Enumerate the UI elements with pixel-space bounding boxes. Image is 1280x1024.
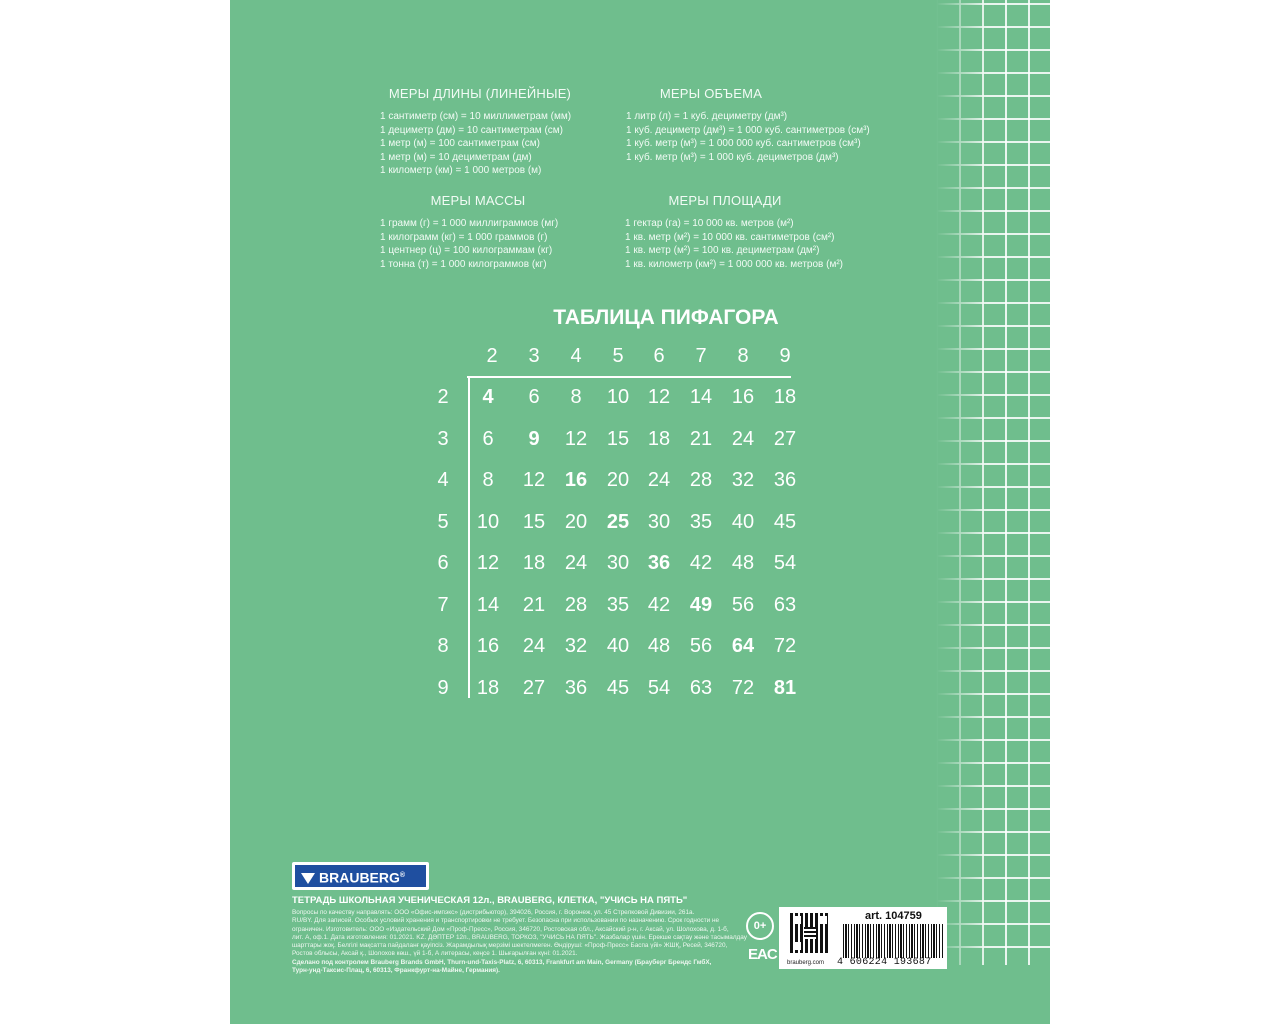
- eac-mark: EAC: [748, 946, 777, 963]
- table-cell: 12: [647, 386, 671, 408]
- row-header: 7: [437, 593, 449, 616]
- table-cell: 42: [689, 552, 713, 574]
- table-row-divider: [468, 378, 470, 698]
- area-measures-title: МЕРЫ ПЛОЩАДИ: [668, 193, 782, 208]
- table-cell: 54: [773, 552, 797, 574]
- table-cell: 16: [476, 635, 500, 657]
- row-header: 4: [437, 469, 449, 491]
- measure-line: 1 куб. дециметр (дм³) = 1 000 куб. сантиметров (см³): [626, 124, 870, 136]
- table-cell: 42: [647, 593, 671, 616]
- row-header: 6: [437, 552, 449, 574]
- area-measures: [625, 193, 885, 271]
- table-cell: 72: [773, 635, 797, 657]
- table-cell: 24: [647, 469, 671, 491]
- table-cell: 54: [647, 676, 671, 699]
- volume-measures: [626, 86, 886, 164]
- table-cell: 72: [731, 676, 755, 699]
- measure-line: 1 гектар (га) = 10 000 кв. метров (м²): [625, 218, 794, 229]
- table-cell-square: 49: [689, 593, 713, 616]
- table-cell: 8: [570, 386, 582, 408]
- measure-line: 1 кв. метр (м²) = 10 000 кв. сантиметров (см²): [625, 231, 835, 243]
- barcode-number: 4 606224 193687: [837, 957, 932, 968]
- column-header: 5: [612, 345, 624, 367]
- table-cell: 14: [689, 386, 713, 408]
- table-cell: 36: [773, 469, 797, 491]
- row-header: 9: [437, 676, 449, 699]
- table-cell: 18: [522, 552, 546, 574]
- measure-line: 1 тонна (т) = 1 000 килограммов (кг): [380, 258, 547, 270]
- table-header-divider: [467, 376, 791, 378]
- table-cell: 20: [606, 469, 630, 491]
- row-header: 5: [437, 510, 449, 533]
- barcode-icon: [843, 924, 943, 958]
- table-cell-square: 16: [564, 469, 588, 491]
- product-title: ТЕТРАДЬ ШКОЛЬНАЯ УЧЕНИЧЕСКАЯ 12л., BRAUBERG, КЛЕТКА, "УЧИСЬ НА ПЯТЬ": [292, 895, 688, 906]
- table-cell: 12: [522, 469, 546, 491]
- row-header: 3: [437, 427, 449, 450]
- measure-line: 1 метр (м) = 100 сантиметрам (см): [380, 138, 541, 150]
- fine-print-line: RU/BY. Для записей. Особых условий хранения и транспортировки не требует. Безопасна при использовании по назначению. Срок годности не: [292, 917, 720, 925]
- table-cell: 18: [647, 427, 671, 450]
- measure-line: 1 сантиметр (см) = 10 миллиметрам (мм): [380, 111, 572, 122]
- fine-print-line: Ростов облысы, Аксай қ., Шолохов көш., үй 1-б, А литерасы, кеңсе 1. Шығарылған күні: 01.2021.: [292, 950, 578, 958]
- table-cell: 35: [606, 593, 630, 616]
- row-header: 2: [437, 386, 449, 408]
- fine-print-line: ограничен. Изготовитель: ООО «Издательский Дом «Проф-Пресс», Россия, 346720, Ростовская обл., Аксайский р-н, г. Аксай, ул. Шолохова, д. 1-б,: [292, 925, 729, 933]
- table-cell: 6: [482, 427, 494, 450]
- table-cell: 63: [689, 676, 713, 699]
- measure-line: 1 дециметр (дм) = 10 сантиметрам (см): [380, 124, 563, 136]
- column-header: 4: [570, 345, 582, 367]
- table-cell-square: 81: [773, 676, 797, 699]
- qr-code-icon: [790, 913, 830, 953]
- mass-measures-title: МЕРЫ МАССЫ: [430, 193, 526, 208]
- table-cell: 63: [773, 593, 797, 616]
- table-cell: 30: [606, 552, 630, 574]
- column-header: 9: [779, 345, 791, 367]
- measure-line: 1 километр (км) = 1 000 метров (м): [380, 165, 542, 177]
- table-cell: 16: [731, 386, 755, 408]
- table-cell-square: 64: [731, 635, 755, 657]
- measure-line: 1 центнер (ц) = 100 килограммам (кг): [380, 245, 553, 257]
- table-cell: 20: [564, 510, 588, 533]
- table-cell: 14: [476, 593, 500, 616]
- table-cell: 12: [476, 552, 500, 574]
- table-cell: 24: [522, 635, 546, 657]
- table-cell: 18: [476, 676, 500, 699]
- notebook-back-cover: [230, 0, 1050, 1024]
- mass-measures: [380, 193, 576, 271]
- table-cell: 15: [522, 510, 546, 533]
- column-header: 6: [653, 345, 665, 367]
- table-cell-square: 4: [482, 386, 494, 408]
- pythagoras-title: ТАБЛИЦА ПИФАГОРА: [553, 306, 779, 329]
- grid-pattern: [936, 0, 1050, 965]
- brand-name: BRAUBERG: [319, 869, 400, 886]
- table-cell: 10: [476, 510, 500, 533]
- column-header: 8: [737, 345, 749, 367]
- length-measures-title: МЕРЫ ДЛИНЫ (ЛИНЕЙНЫЕ): [388, 86, 572, 101]
- table-cell: 48: [647, 635, 671, 657]
- measure-line: 1 кв. километр (км²) = 1 000 000 кв. метров (м²): [625, 258, 843, 270]
- volume-measures-title: МЕРЫ ОБЪЕМА: [659, 86, 763, 101]
- table-cell: 21: [689, 427, 713, 450]
- table-cell-square: 9: [528, 427, 540, 450]
- table-cell: 32: [564, 635, 588, 657]
- brauberg-logo: BRAUBERG®: [292, 862, 429, 890]
- table-cell: 48: [731, 552, 755, 574]
- table-cell: 32: [731, 469, 755, 491]
- table-cell: 40: [731, 510, 755, 533]
- measure-line: 1 килограмм (кг) = 1 000 граммов (г): [380, 231, 548, 243]
- table-cell: 56: [731, 593, 755, 616]
- table-cell: 28: [564, 593, 588, 616]
- fine-print-line: Турн-унд-Таксис-Плац, 6, 60313, Франкфурт-на-Майне, Германия).: [292, 967, 500, 975]
- measure-line: 1 грамм (г) = 1 000 миллиграммов (мг): [380, 218, 559, 229]
- measure-line: 1 метр (м) = 10 дециметрам (дм): [380, 151, 532, 163]
- table-cell: 15: [606, 427, 630, 450]
- table-cell: 45: [773, 510, 797, 533]
- column-header: 7: [695, 345, 707, 367]
- product-label: [779, 907, 947, 969]
- table-cell: 27: [522, 676, 546, 699]
- table-cell: 56: [689, 635, 713, 657]
- brauberg-logo-mark: [301, 873, 315, 884]
- qr-url: brauberg.com: [787, 960, 825, 966]
- length-measures: [380, 86, 580, 178]
- measure-line: 1 кв. метр (м²) = 100 кв. дециметрам (дм²): [625, 245, 820, 257]
- age-rating-badge: 0+: [746, 912, 774, 940]
- table-cell: 24: [564, 552, 588, 574]
- row-header: 8: [437, 635, 449, 657]
- measure-line: 1 куб. метр (м³) = 1 000 000 куб. сантиметров (см³): [626, 138, 861, 150]
- table-cell: 21: [522, 593, 546, 616]
- measure-line: 1 куб. метр (м³) = 1 000 куб. дециметров (дм³): [626, 151, 839, 163]
- table-cell: 6: [528, 386, 540, 408]
- table-cell: 12: [564, 427, 588, 450]
- measure-line: 1 литр (л) = 1 куб. дециметру (дм³): [626, 111, 788, 122]
- fine-print-line: Сделано под контролем Brauberg Brands GmbH, Thurn-und-Taxis-Platz, 6, 60313, Frankfurt am Main, Germany (Брауберг Брендс ГмбХ,: [292, 958, 712, 966]
- fine-print: [292, 909, 747, 975]
- table-cell-square: 36: [647, 552, 671, 574]
- table-cell: 28: [689, 469, 713, 491]
- fine-print-line: лит. А, оф.1. Дата изготовления: 01.2021. KZ. ДӘПТЕР 12п., BRAUBERG, ТОРКОЗ, "УЧИСЬ НА ПЯТЬ". Жазбалар үшін. Ерекше сақтау және тасымалдау: [292, 933, 747, 941]
- table-cell: 24: [731, 427, 755, 450]
- fine-print-line: шарттары жоқ. Белгілі мақсатта пайдаланғ қауіпсіз. Жарамдылық мерзімі шектелмеген. Өндіруші: «Проф-Пресс» Баспа үйі» ЖШҚ, Ресей, 346720,: [292, 942, 728, 950]
- fine-print-line: Вопросы по качеству направлять: ООО «Офис-импэкс» (дистрибьютор), 394026, Россия, г. Воронеж, ул. 45 Стрелковой Дивизии, 261а.: [292, 909, 695, 916]
- table-cell: 30: [647, 510, 671, 533]
- table-cell: 45: [606, 676, 630, 699]
- column-header: 3: [528, 345, 540, 367]
- table-cell: 8: [482, 469, 494, 491]
- table-cell: 35: [689, 510, 713, 533]
- table-cell: 36: [564, 676, 588, 699]
- table-cell: 27: [773, 427, 797, 450]
- column-header: 2: [486, 345, 498, 367]
- table-cell-square: 25: [606, 510, 630, 533]
- article-number: art. 104759: [865, 910, 922, 922]
- table-cell: 18: [773, 386, 797, 408]
- table-cell: 40: [606, 635, 630, 657]
- table-cell: 10: [606, 386, 630, 408]
